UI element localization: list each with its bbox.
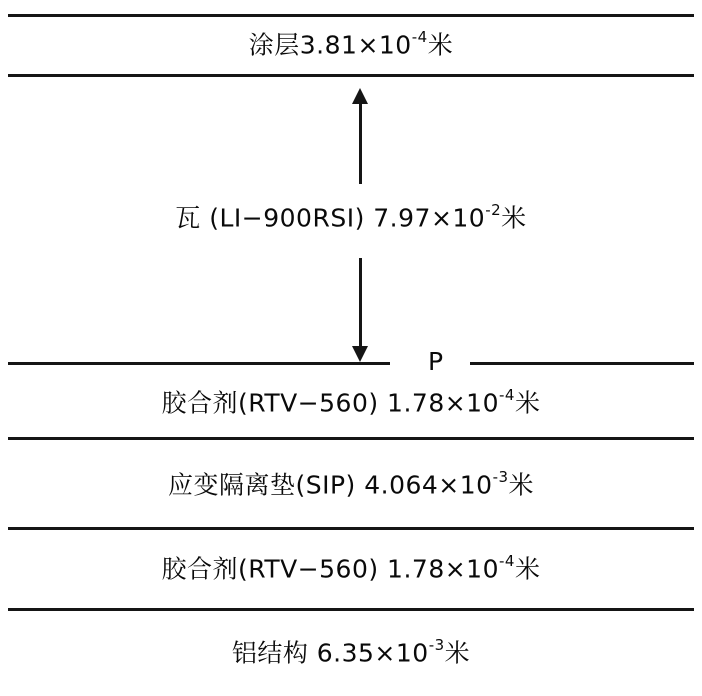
layer-label-adhesive-top (0, 386, 702, 418)
layer-exponent-tile: -2 (485, 201, 502, 219)
interface-point-label: P (428, 347, 444, 376)
layer-unit-adhesive-top: 米 (514, 388, 541, 418)
layer-text-sip: 应变隔离垫(SIP) 4.064×10 (167, 470, 493, 500)
layer-label-strain-isolation-pad (0, 468, 702, 500)
layer-text-coating: 涂层3.81×10 (248, 30, 412, 60)
divider-tile-adhesive-left (8, 362, 390, 365)
thickness-arrow-shaft-upper (359, 104, 362, 184)
layer-text-tile: 瓦 (LI−900RSI) 7.97×10 (175, 203, 486, 233)
thickness-arrow-shaft-lower (359, 258, 362, 346)
layer-unit-tile: 米 (501, 203, 527, 233)
divider-coating-tile (8, 74, 694, 77)
layer-unit-adhesive-bottom: 米 (514, 554, 541, 584)
layer-unit-coating: 米 (427, 30, 454, 60)
layer-exponent-adhesive-top: -4 (498, 386, 515, 404)
divider-sip-adhesive (8, 527, 694, 530)
thickness-arrow-head-down (352, 346, 368, 362)
layer-exponent-adhesive-bottom: -4 (498, 552, 515, 570)
layer-exponent-sip: -3 (492, 468, 509, 486)
layer-label-coating (0, 28, 702, 60)
layer-exponent-aluminum: -3 (428, 636, 445, 654)
layer-text-adhesive-bottom: 胶合剂(RTV−560) 1.78×10 (161, 554, 499, 584)
thickness-arrow-head-up (352, 88, 368, 104)
layer-unit-sip: 米 (508, 470, 535, 500)
divider-top (8, 14, 694, 17)
layer-label-aluminum-structure (0, 636, 702, 668)
divider-adhesive-aluminum (8, 608, 694, 611)
layer-label-tile (0, 201, 702, 233)
layer-label-adhesive-bottom (0, 552, 702, 584)
layer-text-adhesive-top: 胶合剂(RTV−560) 1.78×10 (161, 388, 499, 418)
layer-text-aluminum: 铝结构 6.35×10 (231, 638, 429, 668)
divider-tile-adhesive-right (470, 362, 694, 365)
layer-exponent-coating: -4 (411, 28, 428, 46)
divider-adhesive-sip (8, 437, 694, 440)
layer-unit-aluminum: 米 (444, 638, 471, 668)
